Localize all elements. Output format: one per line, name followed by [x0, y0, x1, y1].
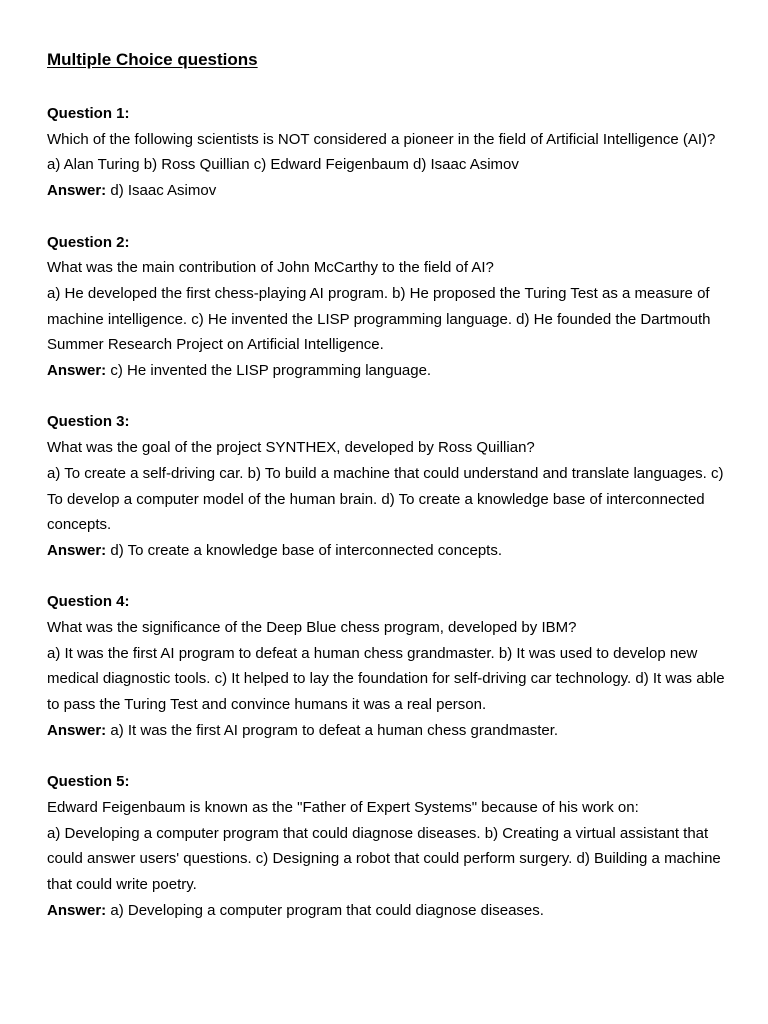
question-options: a) Developing a computer program that could diagnose diseases. b) Creating a virtual assistant that could answer users' questions. c) Designing a robot that could perform surgery. d) Building a machine that could write poetry. — [47, 824, 721, 894]
question-block-3 — [47, 409, 738, 563]
question-options: a) Alan Turing b) Ross Quillian c) Edward Feigenbaum d) Isaac Asimov — [47, 156, 519, 174]
answer-label: Answer: — [47, 182, 107, 200]
answer-text: a) Developing a computer program that could diagnose diseases. — [106, 901, 544, 919]
question-heading: Question 4: — [47, 593, 130, 611]
question-block-2 — [47, 230, 738, 384]
answer-text: d) Isaac Asimov — [106, 182, 217, 200]
question-heading: Question 1: — [47, 105, 130, 122]
question-answer — [47, 538, 738, 564]
question-answer — [47, 178, 738, 204]
question-options: a) It was the first AI program to defeat a human chess grandmaster. b) It was used to develop new medical diagnostic tools. c) It helped to lay the foundation for self-driving car technology. d) It was able to pass the Turing Test and convince humans it was a real person. — [47, 644, 725, 714]
question-prompt: Which of the following scientists is NOT considered a pioneer in the field of Artificial Intelligence (AI)? — [47, 130, 716, 148]
question-heading: Question 5: — [47, 773, 130, 791]
answer-label: Answer: — [47, 541, 107, 559]
answer-label: Answer: — [47, 901, 107, 919]
question-prompt: What was the goal of the project SYNTHEX, developed by Ross Quillian? — [47, 439, 535, 457]
question-options: a) He developed the first chess-playing AI program. b) He proposed the Turing Test as a measure of machine intelligence. c) He invented the LISP programming language. d) He founded the Dartmouth Summer Research Project on Artificial Intelligence. — [47, 284, 711, 354]
question-block-1 — [47, 101, 738, 204]
question-block-4 — [47, 589, 738, 743]
question-prompt: What was the main contribution of John McCarthy to the field of AI? — [47, 259, 494, 277]
answer-text: a) It was the first AI program to defeat a human chess grandmaster. — [106, 721, 559, 739]
answer-label: Answer: — [47, 721, 107, 739]
answer-text: c) He invented the LISP programming language. — [106, 362, 432, 380]
question-block-5 — [47, 769, 738, 923]
document-title: Multiple Choice questions — [47, 50, 258, 69]
question-answer — [47, 718, 738, 744]
question-options: a) To create a self-driving car. b) To build a machine that could understand and translate languages. c) To develop a computer model of the human brain. d) To create a knowledge base of interconnected concepts. — [47, 464, 724, 534]
answer-label: Answer: — [47, 362, 107, 380]
question-heading: Question 3: — [47, 413, 130, 431]
question-heading: Question 2: — [47, 233, 130, 251]
question-answer — [47, 358, 738, 384]
question-answer — [47, 898, 738, 924]
question-prompt: Edward Feigenbaum is known as the "Father of Expert Systems" because of his work on: — [47, 798, 639, 816]
answer-text: d) To create a knowledge base of interconnected concepts. — [106, 541, 502, 559]
question-prompt: What was the significance of the Deep Blue chess program, developed by IBM? — [47, 619, 577, 637]
